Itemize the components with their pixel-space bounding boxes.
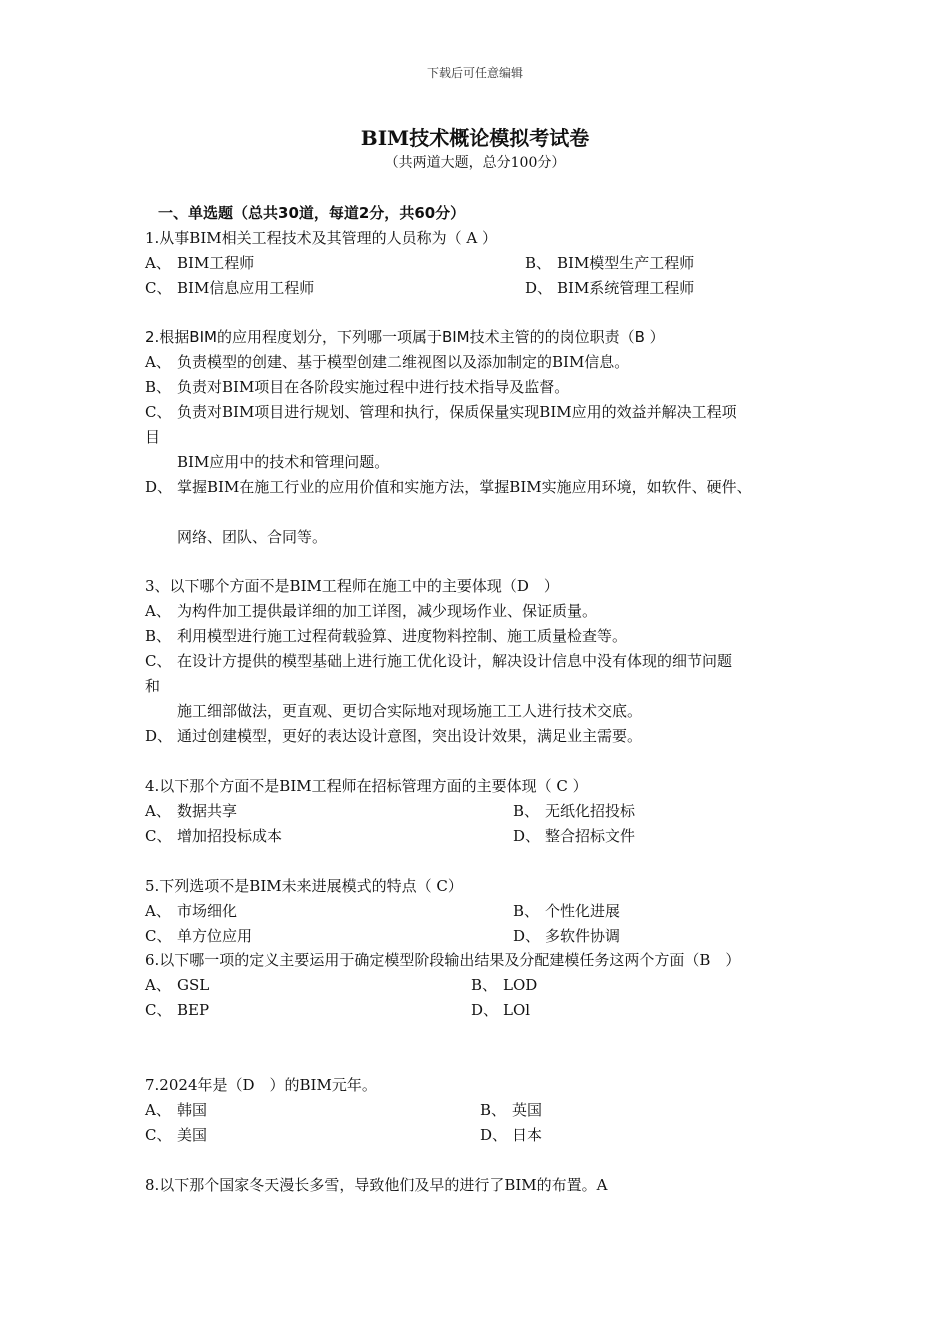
option-text: LOD <box>503 976 538 994</box>
option-text: 无纸化招投标 <box>545 802 636 820</box>
option-text: 日本 <box>512 1126 543 1144</box>
option-label: B、 <box>525 254 552 272</box>
q6-option-c <box>145 999 209 1020</box>
q3-option-c-continuation: 施工细部做法，更直观、更切合实际地对现场施工工人进行技术交底。 <box>177 702 643 720</box>
exam-title: BIM技术概论模拟考试卷 <box>360 126 590 150</box>
q3-option-c-wrap: 和 <box>145 677 161 695</box>
option-label: A、 <box>145 602 171 620</box>
question-5: 5.下列选项不是BIM未来进展模式的特点（ C） <box>145 877 463 895</box>
option-text: 通过创建模型，更好的表达设计意图，突出设计效果，满足业主需要。 <box>177 727 643 745</box>
option-text: 整合招标文件 <box>545 827 636 845</box>
option-text: 美国 <box>177 1126 208 1144</box>
option-text: 韩国 <box>177 1101 208 1119</box>
option-label: D、 <box>145 478 173 496</box>
question-6: 6.以下哪一项的定义主要运用于确定模型阶段输出结果及分配建模任务这两个方面（B ） <box>145 951 741 969</box>
option-label: B、 <box>471 976 498 994</box>
question-3: 3、以下哪个方面不是BIM工程师在施工中的主要体现（D ） <box>145 577 559 595</box>
q2-option-c-wrap: 目 <box>145 428 161 446</box>
q3-option-d <box>145 725 642 746</box>
q2-option-b <box>145 376 569 397</box>
option-label: C、 <box>145 403 172 421</box>
option-label: C、 <box>145 927 172 945</box>
question-2: 2.根据BIM的应用程度划分，下列哪一项属于BIM技术主管的的岗位职责（B ） <box>145 328 665 346</box>
q7-option-a <box>145 1099 207 1120</box>
question-4: 4.以下那个方面不是BIM工程师在招标管理方面的主要体现（ C ） <box>145 777 588 795</box>
option-label: D、 <box>513 927 541 945</box>
option-text: 数据共享 <box>177 802 238 820</box>
option-text: 负责模型的创建、基于模型创建二维视图以及添加制定的BIM信息。 <box>177 353 630 371</box>
option-label: C、 <box>145 652 172 670</box>
option-label: B、 <box>145 378 172 396</box>
q7-option-d <box>480 1124 542 1145</box>
option-label: A、 <box>145 254 171 272</box>
q5-option-c <box>145 925 252 946</box>
q2-option-c <box>145 401 737 422</box>
option-text: LOl <box>503 1001 531 1019</box>
section-heading: 一、单选题（总共30道，每道2分，共60分） <box>158 204 466 222</box>
q1-option-c <box>145 277 314 298</box>
option-label: A、 <box>145 976 171 994</box>
option-label: A、 <box>145 802 171 820</box>
option-text: BIM模型生产工程师 <box>557 254 695 272</box>
question-1: 1.从事BIM相关工程技术及其管理的人员称为（ A ） <box>145 229 497 247</box>
q2-option-a <box>145 351 629 372</box>
option-text: BIM信息应用工程师 <box>177 279 315 297</box>
option-label: D、 <box>145 727 173 745</box>
q1-option-d <box>525 277 694 298</box>
option-text: GSL <box>177 976 210 994</box>
option-text: 负责对BIM项目进行规划、管理和执行，保质保量实现BIM应用的效益并解决工程项 <box>177 403 737 421</box>
question-7: 7.2024年是（D ）的BIM元年。 <box>145 1076 377 1094</box>
option-text: BIM系统管理工程师 <box>557 279 695 297</box>
q1-option-b <box>525 252 694 273</box>
q3-option-c <box>145 650 732 671</box>
option-label: D、 <box>471 1001 499 1019</box>
option-label: A、 <box>145 902 171 920</box>
option-label: B、 <box>480 1101 507 1119</box>
q7-option-c <box>145 1124 207 1145</box>
page-header: 下载后可任意编辑 <box>426 66 523 80</box>
option-text: 多软件协调 <box>545 927 621 945</box>
option-label: A、 <box>145 1101 171 1119</box>
option-text: 单方位应用 <box>177 927 253 945</box>
option-text: 在设计方提供的模型基础上进行施工优化设计，解决设计信息中没有体现的细节问题 <box>177 652 733 670</box>
option-label: A、 <box>145 353 171 371</box>
q5-option-a <box>145 900 237 921</box>
option-label: B、 <box>513 902 540 920</box>
exam-subtitle: （共两道大题，总分100分） <box>384 155 566 171</box>
q2-option-d-continuation: 网络、团队、合同等。 <box>177 528 328 546</box>
q4-option-d <box>513 825 635 846</box>
q3-option-a <box>145 600 597 621</box>
option-text: 为构件加工提供最详细的加工详图，减少现场作业、保证质量。 <box>177 602 598 620</box>
option-text: 市场细化 <box>177 902 238 920</box>
option-label: C、 <box>145 1126 172 1144</box>
q2-option-d <box>145 476 752 497</box>
option-label: D、 <box>480 1126 508 1144</box>
option-label: B、 <box>145 627 172 645</box>
q4-option-c <box>145 825 282 846</box>
q4-option-b <box>513 800 635 821</box>
q5-option-d <box>513 925 620 946</box>
q6-option-d <box>471 999 530 1020</box>
q6-option-a <box>145 974 209 995</box>
q5-option-b <box>513 900 620 921</box>
option-label: D、 <box>513 827 541 845</box>
option-text: 利用模型进行施工过程荷载验算、进度物料控制、施工质量检查等。 <box>177 627 628 645</box>
q7-option-b <box>480 1099 542 1120</box>
q2-option-c-continuation: BIM应用中的技术和管理问题。 <box>177 453 390 471</box>
option-label: C、 <box>145 1001 172 1019</box>
q1-option-a <box>145 252 254 273</box>
option-label: D、 <box>525 279 553 297</box>
option-text: 增加招投标成本 <box>177 827 283 845</box>
option-text: 掌握BIM在施工行业的应用价值和实施方法，掌握BIM实施应用环境，如软件、硬件、 <box>177 478 752 496</box>
option-text: BEP <box>177 1001 210 1019</box>
option-label: B、 <box>513 802 540 820</box>
q4-option-a <box>145 800 237 821</box>
option-text: 负责对BIM项目在各阶段实施过程中进行技术指导及监督。 <box>177 378 570 396</box>
option-label: C、 <box>145 279 172 297</box>
option-text: 英国 <box>512 1101 543 1119</box>
option-text: 个性化进展 <box>545 902 621 920</box>
option-label: C、 <box>145 827 172 845</box>
question-8: 8.以下那个国家冬天漫长多雪，导致他们及早的进行了BIM的布置。A <box>145 1176 608 1194</box>
q3-option-b <box>145 625 627 646</box>
option-text: BIM工程师 <box>177 254 255 272</box>
q6-option-b <box>471 974 537 995</box>
